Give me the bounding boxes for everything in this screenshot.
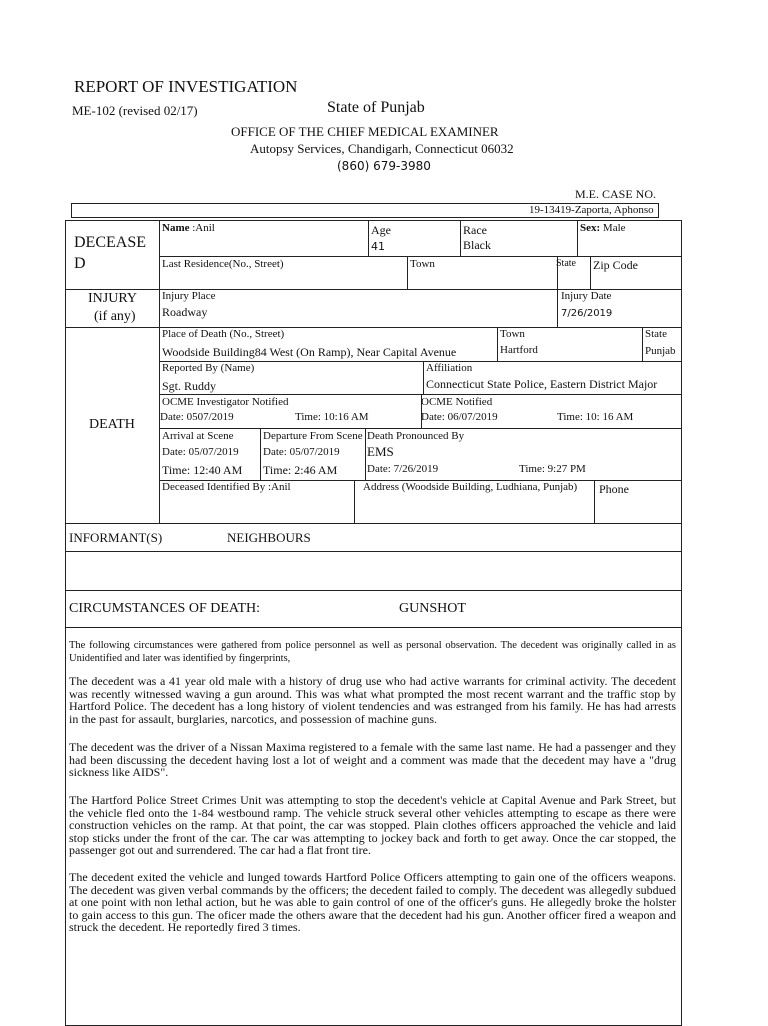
death-town-label: Town (500, 328, 525, 340)
sex-label: Sex: (580, 222, 601, 234)
circumstances-paragraph-4: The Hartford Police Street Crimes Unit was attempting to stop the decedent's vehicle at Capital Avenue and Park Street, but the vehicle fled onto the 1-84 westbound ramp. The vehicle struck several other vehicles attempting to escape as there were construction vehicles on the ramp. At that point, the car was stopped. Plain clothes officers approached the vehicle and laid stop sticks under the front of the car. The car was attempting to jockey back and forth to get away. Once the car stopped, the passenger got out and surrendered. The car had a flat front tire. (69, 793, 676, 857)
death-section-label: DEATH (89, 417, 135, 432)
zip-code-label: Zip Code (593, 258, 638, 272)
injury-section-label: INJURY (88, 291, 138, 306)
residence-state-label: State (556, 258, 576, 269)
arrival-date: Date: 05/07/2019 (162, 446, 239, 458)
affiliation-label: Affiliation (426, 362, 473, 374)
death-state-label: State (645, 328, 667, 340)
pronounced-value: EMS (367, 444, 394, 459)
investigator-notified-date: Date: 0507/2019 (160, 411, 234, 423)
report-title: REPORT OF INVESTIGATION (74, 77, 298, 96)
ocme-notified-date: Date: 06/07/2019 (421, 411, 498, 423)
affiliation-value: Connecticut State Police, Eastern District Major (426, 377, 658, 391)
name-field (162, 222, 215, 234)
death-town-value: Hartford (500, 344, 538, 356)
ocme-notified-time: Time: 10: 16 AM (557, 411, 634, 423)
injury-place-value: Roadway (162, 305, 208, 319)
identified-phone-label: Phone (599, 482, 629, 496)
circumstances-paragraph-5: The decedent exited the vehicle and lunged towards Hartford Police Officers attempting to gain one of the officers weapons. The decedent was given verbal commands by the officers; the decedent failed to comply. The decedent was allegedly subdued at one point with non lethal action, but he was able to gain control of one of the officer's guns. He allegedly broke the holster to gain access to this gun. The oficer made the others aware that the decedent had his gun. Another officer fired a weapon and struck the decedent. He reportedly fired 3 times. (69, 870, 676, 934)
name-value: :Anil (192, 222, 215, 234)
injury-date-label: Injury Date (561, 290, 612, 302)
name-label: Name (162, 222, 190, 234)
office-phone: (860) 679-3980 (337, 159, 431, 173)
arrival-time: Time: 12:40 AM (162, 463, 243, 477)
age-label: Age (371, 223, 391, 237)
age-value: 41 (371, 240, 385, 253)
residence-label: Last Residence(No., Street) (162, 258, 284, 270)
identified-address-label: Address (Woodside Building, Ludhiana, Punjab) (363, 481, 578, 493)
death-place-label: Place of Death (No., Street) (162, 328, 285, 340)
pronounced-label: Death Pronounced By (367, 430, 465, 442)
pronounced-date: Date: 7/26/2019 (367, 463, 439, 475)
informant-label: INFORMANT(S) (69, 530, 163, 545)
injury-place-label: Injury Place (162, 290, 216, 302)
departure-label: Departure From Scene (263, 430, 363, 442)
circumstances-paragraph-1: The following circumstances were gathered from police personnel as well as personal observation. The decedent was originally called in as Unidentified and later was identified by fingerprints, (69, 640, 676, 664)
deceased-section-label: DECEASE (74, 234, 146, 251)
case-number-value: 19-13419-Zaporta, Aphonso (529, 204, 654, 216)
deceased-section-label-cont: D (74, 255, 86, 272)
identified-by-label: Deceased Identified By :Anil (162, 481, 291, 493)
pronounced-time: Time: 9:27 PM (519, 463, 586, 475)
circumstances-value: GUNSHOT (399, 601, 466, 616)
state-heading: State of Punjab (327, 99, 425, 116)
circumstances-paragraph-3: The decedent was the driver of a Nissan Maxima registered to a female with the same last name. He had a passenger and they had been discussing the decedent having lost a lot of weight and a comment was made that the decedent may have a "drug sickness like AIDS". (69, 740, 676, 779)
arrival-label: Arrival at Scene (162, 430, 234, 442)
injury-date-value: 7/26/2019 (561, 308, 613, 319)
investigator-notified-time: Time: 10:16 AM (295, 411, 369, 423)
sex-value: Male (600, 222, 626, 234)
informant-value: NEIGHBOURS (227, 530, 311, 545)
case-number-label: M.E. CASE NO. (575, 187, 657, 201)
race-label: Race (463, 223, 487, 237)
departure-date: Date: 05/07/2019 (263, 446, 340, 458)
investigator-notified-label: OCME Investigator Notified (162, 396, 289, 408)
office-address: Autopsy Services, Chandigarh, Connecticut 06032 (250, 141, 514, 156)
injury-section-label-cont: (if any) (94, 309, 136, 324)
sex-field (580, 222, 626, 234)
circumstances-label: CIRCUMSTANCES OF DEATH: (69, 601, 261, 616)
residence-town-label: Town (410, 258, 435, 270)
form-number: ME-102 (revised 02/17) (72, 103, 198, 118)
death-state-value: Punjab (645, 345, 676, 357)
office-heading: OFFICE OF THE CHIEF MEDICAL EXAMINER (231, 124, 499, 139)
circumstances-paragraph-2: The decedent was a 41 year old male with a history of drug use who had active warrants for criminal activity. The decedent was recently witnessed waving a gun around. This was what what prompted the most recent warrant and the traffic stop by Hartford Police. The decedent has a long history of violent tendencies and was estranged from his family. He has had arrests in the past for assault, burglaries, narcotics, and possession of machine guns. (69, 674, 676, 726)
reported-by-value: Sgt. Ruddy (162, 379, 217, 393)
race-value: Black (463, 238, 491, 252)
ocme-notified-label: OCME Notified (421, 396, 493, 408)
reported-by-label: Reported By (Name) (162, 362, 255, 374)
death-place-value: Woodside Building84 West (On Ramp), Near Capital Avenue (162, 345, 457, 359)
departure-time: Time: 2:46 AM (263, 463, 338, 477)
